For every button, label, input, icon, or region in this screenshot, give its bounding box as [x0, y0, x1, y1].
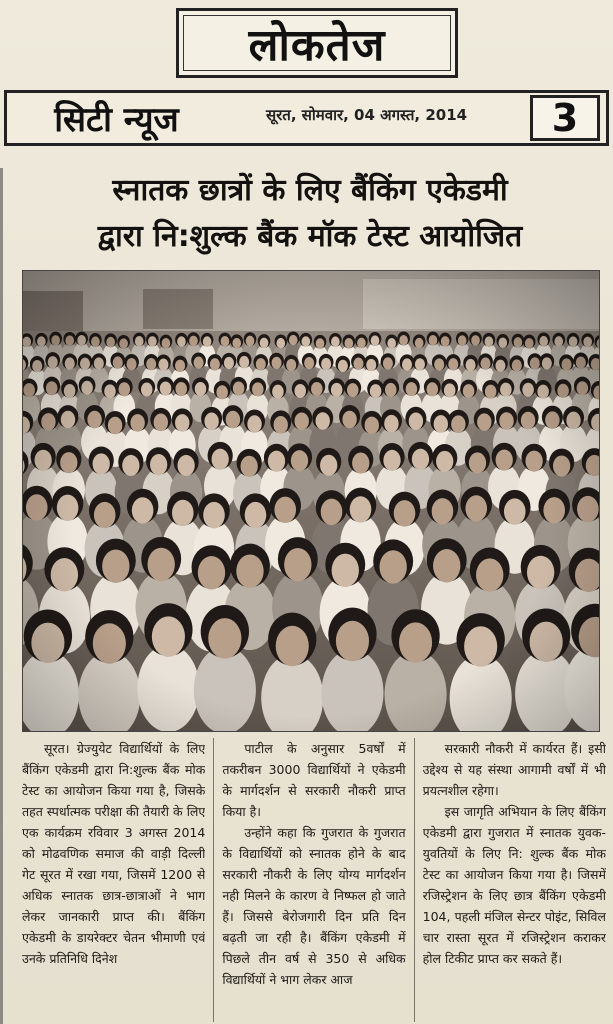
masthead-frame — [183, 15, 451, 71]
article-paragraph: पाटील के अनुसार 5वर्षों में तकरीबन 3000 विद्यार्थियों ने एकेडमी के मार्गदर्शन से सरकारी नौकरी प्राप्त किया है। — [222, 741, 406, 819]
section-header — [0, 86, 613, 152]
page-number-box — [530, 95, 600, 141]
article-column-2 — [222, 738, 405, 1022]
article-paragraph: उन्होंने कहा कि गुजरात के गुजरात के विद्यार्थियों को स्नातक होने के बाद सरकारी नौकरी के लिए योग्य मार्गदर्शन नही मिलने के कारण वे निष्फल हो जाते हैं। जिससे बेरोजगारी दिन प्रति दिन बढ़ती जा रही है। बैंकिंग एकेडमी में पिछले तीन वर्ष से 350 से अधिक विद्यार्थियों ने भाग लेकर आज — [222, 825, 406, 987]
left-column-rule — [0, 168, 3, 1024]
article-paragraph: सूरत। ग्रेज्युयेट विद्यार्थियों के लिए बैंकिंग एकेडमी द्वारा नि:शुल्क बैंक मोक टेस्ट का आयोजन किया गया है, जिसके तहत स्पर्धात्मक परीक्षा की तैयारी के लिए एक कार्यक्रम रविवार 3 अगस्त 2014 को मोढवणिक समाज की वाड़ी दिल्ली गेट सूरत में रखा गया, जिसमें 1200 से अधिक स्नातक छात्र-छात्राओं ने भाग लेकर जानकारी प्राप्त की। बैंकिंग एकेडमी के डायरेक्टर चेतन भीमाणी एवं उनके प्रतिनिधि दिनेश — [22, 741, 206, 966]
page-number: 3 — [551, 96, 579, 140]
article-column-3 — [423, 738, 606, 1022]
headline-line-1: स्नातक छात्रों के लिए बैंकिंग एकेडमी — [112, 173, 508, 208]
article-paragraph: इस जागृति अभियान के लिए बैंकिंग एकेडमी द्वारा गुजरात में स्नातक युवक-युवतियों के लिए नि: शुल्क बैंक मोक टेस्ट का आयोजन किया गया है। जिसमें रजिस्ट्रेशन के लिए छात्र बैंकिंग एकेडमी 104, पहली मंजिल सेन्टर पोइंट, सिविल चार रास्ता सूरत में रजिस्ट्रेशन कराकर होल टिकीट प्राप्त कर सकते हैं। — [422, 804, 606, 966]
audience-photo-illustration — [23, 271, 600, 732]
article-paragraph: सरकारी नौकरी में कार्यरत हैं। इसी उद्देश्य से यह संस्था आगामी वर्षों में भी प्रयत्नशील रहेगा। — [422, 741, 606, 798]
column-divider — [213, 738, 214, 1022]
article-body — [22, 738, 606, 1022]
headline-line-2: द्वारा नि:शुल्क बैंक मॉक टेस्ट आयोजित — [97, 219, 523, 254]
headline — [14, 168, 606, 260]
article-column-1 — [22, 738, 205, 1022]
masthead-title: लोकतेज — [248, 20, 386, 71]
dateline: सूरत, सोमवार, 04 अगस्त, 2014 — [266, 106, 468, 124]
section-name: सिटी न्यूज — [54, 100, 179, 140]
column-divider — [414, 738, 415, 1022]
audience-photo — [22, 270, 600, 732]
section-name-box — [4, 90, 226, 146]
dateline-bar — [226, 90, 609, 146]
masthead — [176, 8, 458, 78]
